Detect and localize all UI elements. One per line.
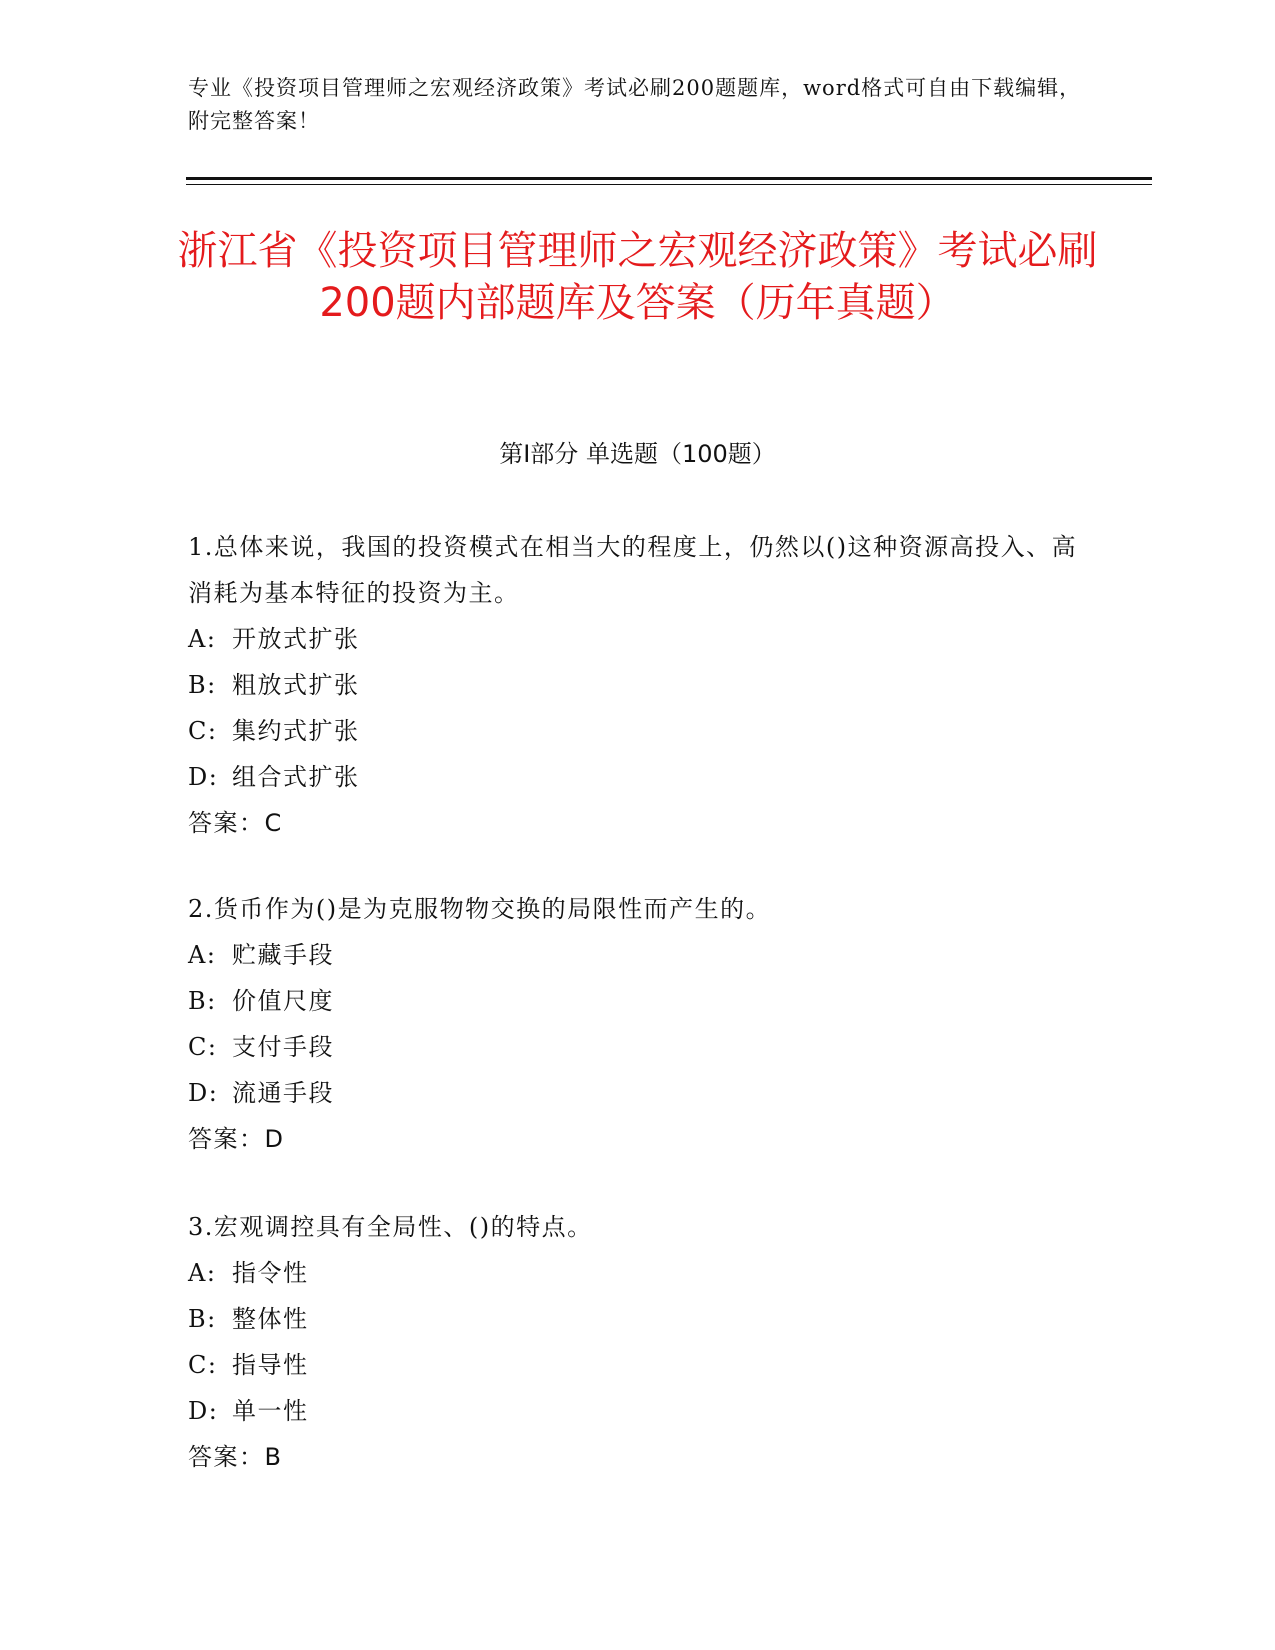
option-c: [188, 1024, 1088, 1070]
option-text: 支付手段: [232, 1033, 334, 1061]
option-letter: B:: [188, 671, 217, 699]
option-letter: A:: [188, 941, 217, 969]
option-text: 开放式扩张: [232, 625, 360, 653]
question-2: [188, 886, 1088, 1162]
option-letter: A:: [188, 1259, 217, 1287]
option-text: 组合式扩张: [232, 763, 360, 791]
answer: 答案：C: [188, 809, 283, 837]
option-text: 指令性: [232, 1259, 309, 1287]
option-b: [188, 1296, 1088, 1342]
answer: 答案：D: [188, 1125, 285, 1153]
option-c: [188, 1342, 1088, 1388]
question-3: [188, 1204, 1088, 1480]
answer: 答案：B: [188, 1443, 283, 1471]
option-letter: D:: [188, 763, 219, 791]
option-text: 集约式扩张: [232, 717, 360, 745]
document-title: 浙江省《投资项目管理师之宏观经济政策》考试必刷200题内部题库及答案（历年真题）: [177, 228, 1098, 326]
option-text: 单一性: [232, 1397, 309, 1425]
option-text: 贮藏手段: [232, 941, 334, 969]
option-c: [188, 708, 1088, 754]
option-d: [188, 1388, 1088, 1434]
option-text: 粗放式扩张: [232, 671, 360, 699]
question-stem: 1.总体来说，我国的投资模式在相当大的程度上，仍然以()这种资源高投入、高消耗为基本特征的投资为主。: [188, 533, 1078, 607]
option-text: 流通手段: [232, 1079, 334, 1107]
question-1: [188, 524, 1088, 846]
option-a: [188, 616, 1088, 662]
option-text: 整体性: [232, 1305, 309, 1333]
option-a: [188, 1250, 1088, 1296]
option-b: [188, 978, 1088, 1024]
option-letter: C:: [188, 717, 218, 745]
option-d: [188, 1070, 1088, 1116]
question-stem: 3.宏观调控具有全局性、()的特点。: [188, 1213, 593, 1241]
question-stem: 2.货币作为()是为克服物物交换的局限性而产生的。: [188, 895, 772, 923]
header-rule-thin: [186, 184, 1152, 185]
option-letter: C:: [188, 1033, 218, 1061]
option-letter: D:: [188, 1079, 219, 1107]
header-note: 专业《投资项目管理师之宏观经济政策》考试必刷200题题库，word格式可自由下载编辑，附完整答案！: [188, 76, 1082, 133]
option-letter: A:: [188, 625, 217, 653]
section-title: 第I部分 单选题（100题）: [499, 440, 776, 468]
option-text: 指导性: [232, 1351, 309, 1379]
option-text: 价值尺度: [232, 987, 334, 1015]
option-letter: D:: [188, 1397, 219, 1425]
option-a: [188, 932, 1088, 978]
option-letter: B:: [188, 1305, 217, 1333]
header-rule-thick: [186, 177, 1152, 180]
option-d: [188, 754, 1088, 800]
option-b: [188, 662, 1088, 708]
option-letter: B:: [188, 987, 217, 1015]
option-letter: C:: [188, 1351, 218, 1379]
